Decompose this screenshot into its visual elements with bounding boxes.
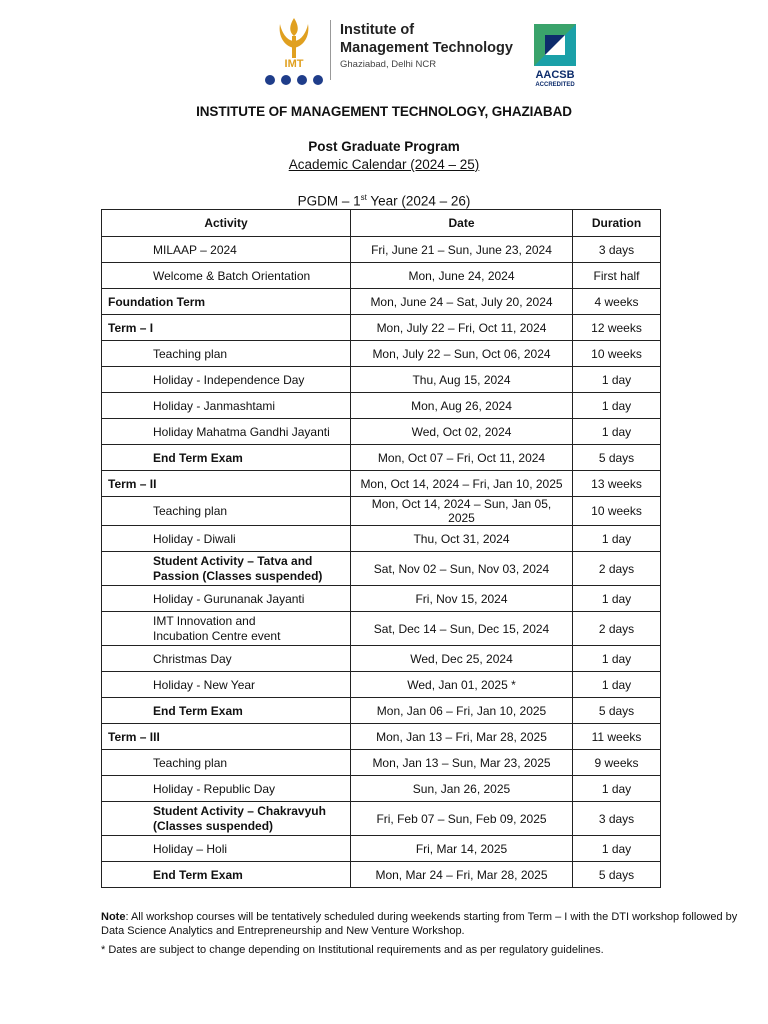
activity-line2: Passion (Classes suspended): [153, 568, 323, 583]
activity-cell: End Term Exam: [102, 698, 351, 724]
note-label: Note: [101, 911, 126, 923]
table-header-row: [102, 210, 661, 237]
institute-name-line2: Management Technology: [340, 40, 513, 56]
duration-cell: 1 day: [573, 646, 661, 672]
activity-cell: Teaching plan: [102, 341, 351, 367]
table-row: [102, 552, 661, 586]
note-text: : All workshop courses will be tentatively scheduled during weekends starting from Term – I with the DTI workshop followed by Data Science Analytics and Entrepreneurship and New Venture Workshop.: [101, 911, 738, 937]
date-cell: Thu, Oct 31, 2024: [351, 526, 573, 552]
table-row: [102, 367, 661, 393]
duration-cell: 13 weeks: [573, 471, 661, 497]
pgdm-ordinal: st: [360, 193, 367, 202]
duration-cell: 5 days: [573, 698, 661, 724]
activity-cell: Holiday - Diwali: [102, 526, 351, 552]
activity-line1: Student Activity – Tatva and: [153, 553, 313, 568]
activity-line1: IMT Innovation and: [153, 613, 256, 628]
date-cell: Mon, Mar 24 – Fri, Mar 28, 2025: [351, 862, 573, 888]
table-row: [102, 393, 661, 419]
date-cell: Mon, Aug 26, 2024: [351, 393, 573, 419]
date-cell: Mon, June 24 – Sat, July 20, 2024: [351, 289, 573, 315]
activity-cell: Term – I: [102, 315, 351, 341]
institute-location: Ghaziabad, Delhi NCR: [340, 59, 437, 70]
aacsb-logo-icon: [532, 22, 578, 68]
activity-cell: Teaching plan: [102, 750, 351, 776]
date-cell: Mon, Oct 14, 2024 – Fri, Jan 10, 2025: [351, 471, 573, 497]
duration-cell: First half: [573, 263, 661, 289]
table-row: [102, 315, 661, 341]
date-cell: Fri, June 21 – Sun, June 23, 2024: [351, 237, 573, 263]
date-cell: Fri, Feb 07 – Sun, Feb 09, 2025: [351, 802, 573, 836]
table-row: [102, 750, 661, 776]
aacsb-accredited: ACCREDITED: [535, 82, 575, 88]
duration-cell: 12 weeks: [573, 315, 661, 341]
pgdm-heading: [0, 193, 768, 209]
table-row: [102, 698, 661, 724]
duration-cell: 9 weeks: [573, 750, 661, 776]
program-title: Post Graduate Program: [308, 139, 460, 154]
table-row: [102, 724, 661, 750]
date-cell: Mon, July 22 – Fri, Oct 11, 2024: [351, 315, 573, 341]
table-row: [102, 672, 661, 698]
table-row: [102, 612, 661, 646]
duration-cell: 3 days: [573, 237, 661, 263]
date-cell: Fri, Nov 15, 2024: [351, 586, 573, 612]
aacsb-badge: [532, 22, 578, 94]
institute-name-line1: Institute of: [340, 22, 415, 38]
duration-cell: 2 days: [573, 552, 661, 586]
calendar-title: Academic Calendar (2024 – 25): [288, 157, 480, 172]
duration-cell: 10 weeks: [573, 341, 661, 367]
activity-cell: [102, 612, 351, 646]
duration-cell: 3 days: [573, 802, 661, 836]
activity-cell: Holiday Mahatma Gandhi Jayanti: [102, 419, 351, 445]
table-row: [102, 237, 661, 263]
duration-cell: 10 weeks: [573, 497, 661, 526]
table-row: [102, 471, 661, 497]
pgdm-suffix: Year (2024 – 26): [366, 193, 471, 209]
table-row: [102, 836, 661, 862]
duration-cell: 1 day: [573, 419, 661, 445]
table-row: [102, 586, 661, 612]
table-row: [102, 862, 661, 888]
table-row: [102, 445, 661, 471]
activity-cell: Term – II: [102, 471, 351, 497]
activity-cell: Holiday – Holi: [102, 836, 351, 862]
date-cell: Wed, Jan 01, 2025 *: [351, 672, 573, 698]
activity-cell: Holiday - Independence Day: [102, 367, 351, 393]
date-cell: Sat, Dec 14 – Sun, Dec 15, 2024: [351, 612, 573, 646]
duration-cell: 1 day: [573, 586, 661, 612]
date-cell: Mon, Oct 07 – Fri, Oct 11, 2024: [351, 445, 573, 471]
date-cell: Mon, Jan 06 – Fri, Jan 10, 2025: [351, 698, 573, 724]
note-paragraph: [101, 910, 761, 938]
duration-cell: 1 day: [573, 836, 661, 862]
activity-cell: Foundation Term: [102, 289, 351, 315]
activity-cell: Holiday - Gurunanak Jayanti: [102, 586, 351, 612]
activity-cell: End Term Exam: [102, 445, 351, 471]
date-cell: Thu, Aug 15, 2024: [351, 367, 573, 393]
duration-cell: 1 day: [573, 526, 661, 552]
table-row: [102, 263, 661, 289]
activity-line1: Student Activity – Chakravyuh: [153, 803, 326, 818]
date-cell: Sun, Jan 26, 2025: [351, 776, 573, 802]
date-cell: Mon, June 24, 2024: [351, 263, 573, 289]
activity-cell: Term – III: [102, 724, 351, 750]
activity-cell: End Term Exam: [102, 862, 351, 888]
pgdm-prefix: PGDM – 1: [297, 193, 361, 209]
activity-cell: [102, 552, 351, 586]
date-cell: Fri, Mar 14, 2025: [351, 836, 573, 862]
activity-cell: Holiday - New Year: [102, 672, 351, 698]
activity-line2: Incubation Centre event: [153, 628, 281, 643]
duration-cell: 5 days: [573, 445, 661, 471]
date-cell: Mon, July 22 – Sun, Oct 06, 2024: [351, 341, 573, 367]
duration-cell: 4 weeks: [573, 289, 661, 315]
activity-cell: [102, 802, 351, 836]
duration-cell: 2 days: [573, 612, 661, 646]
date-cell: Wed, Oct 02, 2024: [351, 419, 573, 445]
header-logos: [262, 14, 582, 92]
duration-cell: 1 day: [573, 776, 661, 802]
logo-divider: [330, 20, 331, 80]
activity-cell: Welcome & Batch Orientation: [102, 263, 351, 289]
page-title: INSTITUTE OF MANAGEMENT TECHNOLOGY, GHAZIABAD: [196, 104, 572, 119]
table-row: [102, 341, 661, 367]
date-cell: Mon, Jan 13 – Sun, Mar 23, 2025: [351, 750, 573, 776]
footnote: * Dates are subject to change depending on Institutional requirements and as per regulatory guidelines.: [101, 944, 604, 956]
table-row: [102, 646, 661, 672]
activity-line2: (Classes suspended): [153, 818, 274, 833]
imt-logo-icon: [262, 14, 326, 88]
calendar-table: [101, 209, 661, 888]
duration-cell: 1 day: [573, 672, 661, 698]
table-row: [102, 419, 661, 445]
activity-cell: Holiday - Janmashtami: [102, 393, 351, 419]
activity-cell: Christmas Day: [102, 646, 351, 672]
duration-cell: 11 weeks: [573, 724, 661, 750]
date-cell: Mon, Jan 13 – Fri, Mar 28, 2025: [351, 724, 573, 750]
table-row: [102, 526, 661, 552]
table-row: [102, 776, 661, 802]
activity-cell: Holiday - Republic Day: [102, 776, 351, 802]
header-duration: Duration: [573, 210, 661, 237]
header-date: Date: [351, 210, 573, 237]
activity-cell: Teaching plan: [102, 497, 351, 526]
duration-cell: 5 days: [573, 862, 661, 888]
table-row: [102, 802, 661, 836]
table-row: [102, 497, 661, 526]
date-cell: Wed, Dec 25, 2024: [351, 646, 573, 672]
duration-cell: 1 day: [573, 367, 661, 393]
institute-name-block: [340, 21, 513, 70]
table-row: [102, 289, 661, 315]
activity-cell: MILAAP – 2024: [102, 237, 351, 263]
aacsb-label: AACSB: [535, 69, 575, 81]
duration-cell: 1 day: [573, 393, 661, 419]
date-cell: Sat, Nov 02 – Sun, Nov 03, 2024: [351, 552, 573, 586]
date-cell: Mon, Oct 14, 2024 – Sun, Jan 05, 2025: [351, 497, 573, 526]
header-activity: Activity: [102, 210, 351, 237]
imt-letters: IMT: [284, 58, 304, 70]
